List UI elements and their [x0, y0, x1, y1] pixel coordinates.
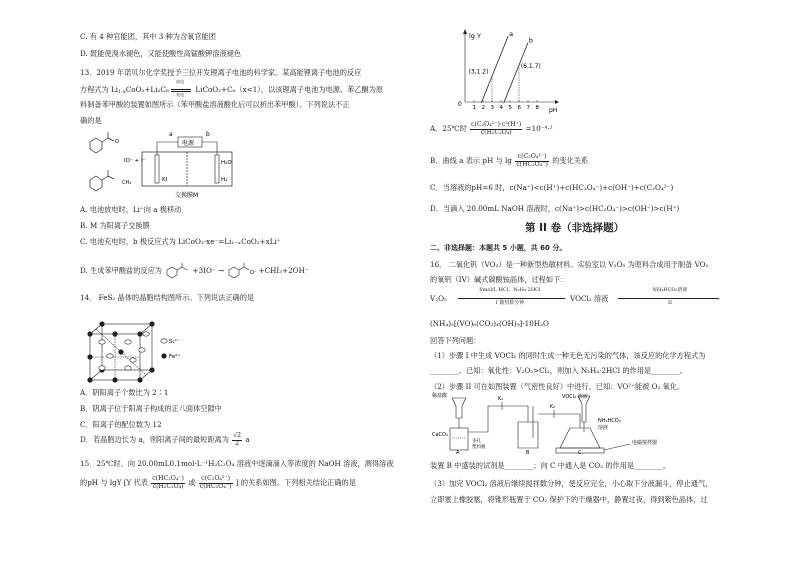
x-tick-label: 2 [481, 105, 485, 111]
svg-text:O: O [115, 139, 119, 145]
q16-stem-line2: 的氧钒（IV）碱式碳酸铵晶体，过程如下： [430, 275, 568, 284]
q13-option-d-post: +CHI₃+2OH⁻ [258, 266, 309, 275]
q15-option-b [430, 154, 588, 168]
q16-part3-line2: 立即塞上橡胶塞，将锥形瓶置于 CO₂ 保护下的干燥器中，静置过夜，得到紫色晶体，过 [430, 495, 708, 504]
svg-text:O⁻: O⁻ [250, 270, 257, 276]
x-tick-label: 1 [472, 105, 476, 111]
legend-s2-marker [161, 339, 167, 343]
q16-part1-line2: ________。已知：氧化性：V₂O₅>Cl₂，则加入 N₂H₄·2HCl 的作用是________。 [430, 366, 688, 375]
line-b-label: b [528, 36, 534, 45]
origin-label: 0 [458, 101, 462, 108]
flow-arrow-1 [458, 298, 564, 299]
q15-option-b-fraction [515, 154, 549, 168]
line-b [504, 43, 528, 104]
q16-part2-line2: 装置 B 中盛装的试剂是________；向 C 中通入是 CO₂ 的作用是________。 [430, 461, 671, 470]
q12-option-d: D. 既能使溴水褪色，又能使酸性高锰酸钾溶液褪色 [80, 49, 242, 58]
granules-label-2: 塑料板 [472, 445, 486, 450]
acetophenone-structure [90, 170, 114, 191]
point2-label: (6,1.7) [520, 62, 541, 70]
stirrer-label: 电磁搅拌器 [632, 440, 658, 446]
q13-option-c: C. 电池充电时，b 极反应式为 LiCoO₂-xe⁻=Li₁₋ₓCoO₂+xLi⁺ [80, 237, 281, 246]
left-electrode [155, 155, 159, 183]
nh4hco3-label: NH₄HCO₃ [598, 418, 621, 424]
q15-option-b-pre: B．曲线 a 表示 pH 与 lg [430, 156, 512, 165]
legend-fe-marker [161, 353, 166, 358]
legend-fe-label: Fe²⁺ [169, 354, 181, 360]
q15-option-a-fraction [470, 122, 522, 136]
q15-option-a-post: =10⁻⁴·² [525, 124, 553, 133]
line-a-label: a [509, 30, 514, 38]
fraction-denominator: 2 [235, 439, 240, 447]
x-axis-label: pH [549, 107, 558, 114]
q15-stem-2b: ] 的关系如图。下列相关结论正确的是 [235, 478, 356, 487]
k1-label: K₁ [498, 396, 504, 402]
q15-fraction-1 [151, 476, 185, 490]
fes2-crystal-cell [80, 320, 180, 386]
fraction-denominator: c(H₂C₂O₄) [480, 128, 512, 136]
q16-part1-line1: （1）步骤 I 中生成 VOCl₂ 的同时生成一种无色无污染的气体，该反应的化学方程式为 [430, 351, 706, 360]
ch3-label: CH₃ [122, 180, 132, 186]
left-column [80, 0, 394, 561]
q15-option-b-post: 的变化关系 [552, 156, 589, 165]
flow-step2-reagents: NH₄HCO₃溶液 [652, 287, 688, 293]
x-tick-label: 4 [499, 105, 503, 111]
ki-label: KI [162, 177, 168, 183]
granules-label: 多孔 [472, 439, 481, 444]
q13-option-d [80, 263, 309, 279]
q15-stem-line2 [80, 476, 356, 490]
q14-option-d-post: a [245, 435, 250, 444]
q14-option-d-fraction [232, 433, 242, 447]
q12-option-c: C. 有 4 种官能团，其中 3 种为含氧官能团 [80, 32, 216, 41]
q13-stem-eq: CoO₂+Li₂C₆ [125, 85, 169, 94]
part2-title: 第 II 卷（非选择题） [525, 222, 625, 234]
q13-stem-line2: 方程式为 $Li_{1-x}CoO_2+Li_2C_6$ 放电 充电 LiCoO₂+C₆（x<1），以该锂离子电池为电源、苯乙酮为原 [80, 79, 384, 97]
q13-option-a: A. 电池放电时，Li⁺向 a 极移动 [80, 205, 182, 214]
synthesis-flow: V₂O₅ 6mol/L HCl、N₂H₄·2HCl → I 微热数分钟 VOCl₂ 溶液 NH₄HCO₃溶液 → II [430, 287, 720, 306]
right-column [430, 0, 750, 561]
h2-label: H₂ [221, 177, 228, 183]
q13-option-b: B. M 为阳离子交换膜 [80, 221, 150, 230]
k2-label: K₂ [550, 404, 556, 410]
x-tick-label: 8 [535, 105, 539, 111]
q15-option-a [430, 122, 553, 136]
power-label: 电源 [182, 140, 195, 147]
q16-part3-line1: （3）加完 VOCl₂ 溶液后继续搅拌数分钟，使反应完全，小心取下分液漏斗，停止通气， [430, 479, 713, 488]
arrow-label-bottom: 充电 [176, 92, 185, 97]
nh4hco3-label-2: 溶液 [598, 425, 609, 431]
q13-option-d-pre: D. 生成苯甲酸盐的反应为 [80, 266, 162, 275]
q15-option-a-pre: A．25℃时 [430, 124, 467, 133]
fraction-numerator: c(C₂O₄²⁻) [515, 154, 549, 162]
benzene-structure-2 [226, 263, 256, 279]
q14-option-c: C．阳离子的配位数为 12 [80, 420, 162, 429]
fraction-denominator: c(H₂C₂O₄) [152, 482, 184, 490]
lgy-ph-graph [445, 26, 595, 114]
q16-stem-line1: 16． 二氧化钒（VO₂）是一种新型热敏材料。实验室以 V₂O₅ 为原料合成用于制备 VO₂ [430, 260, 709, 269]
q13-stem-2a: 方程式为 Li [80, 85, 119, 94]
q14-stem: 14． FeS₂ 晶体的晶胞结构图所示。下列说法正确的是 [80, 293, 255, 302]
electrode-b-label: b [206, 131, 210, 138]
q14-option-d [80, 433, 250, 447]
fraction-denominator: c(HC₂O₄⁻) [516, 160, 548, 168]
q16-answer-intro: 回答下列问题： [430, 336, 481, 345]
q14-option-d-pre: D．若晶胞边长为 a，则阳离子间的最短距离为 [80, 435, 229, 444]
apparatus-c-label: C [578, 450, 582, 456]
arrow-label-top: 放电 [176, 79, 185, 84]
h2o-label: H₂O [221, 160, 232, 166]
flow-intermediate: VOCl₂ 溶液 [570, 294, 609, 303]
apparatus-a-label: A [456, 450, 460, 456]
q14-option-b: B．阴离子位于阳离子构成的正八面体空隙中 [80, 404, 222, 413]
x-axis-ticks [473, 100, 540, 111]
x-tick-label: 3 [490, 105, 494, 111]
flow-step1-condition: I 微热数分钟 [495, 300, 525, 306]
flow-arrow-2 [618, 298, 718, 299]
right-electrode [215, 155, 219, 183]
q15-option-c: C．当溶液的pH=6 时，c(Na⁺)<c(H⁺)+c(HC₂O₄⁻)+c(OH⁻)+c(C₂O₄²⁻) [430, 183, 674, 192]
electrode-a-label: a [169, 131, 173, 138]
q13-stem-line4: 确的是 [80, 116, 102, 125]
q15-or: 或 [188, 478, 196, 487]
q15-fraction-2 [199, 476, 233, 490]
membrane-label: 交换膜M [175, 192, 199, 199]
q13-stem-line1: 13．2019 年诺贝尔化学奖授予三位开发锂离子电池的科学家。某高能锂离子电池的反应 [80, 68, 362, 77]
point1-label: (3,1.2) [468, 68, 489, 76]
fraction-numerator: √2 [233, 432, 242, 439]
legend-s2-label: S₂²⁻ [169, 339, 180, 345]
q13-stem-2b: LiCoO₂+C₆（x<1），以该锂离子电池为电源、苯乙酮为原 [195, 85, 384, 94]
x-tick-label: 5 [508, 105, 512, 111]
q15-stem-2a: 的pH 与 lgY [Y 代表 [80, 478, 148, 487]
q13-option-d-mid: +3IO⁻ → [192, 266, 224, 275]
fraction-denominator: c(HC₂O₄⁻) [199, 482, 232, 490]
flow-start: V₂O₅ [430, 294, 447, 303]
apparatus-b-label: B [526, 450, 530, 456]
q14-option-a: A．阴阳离子个数比为 2∶1 [80, 388, 169, 397]
funnel-label: 稀盐酸 [432, 393, 448, 399]
benzene-structure-1 [164, 263, 190, 279]
q15-stem-line1: 15．25℃时，向 20.00mL0.1mol·L⁻¹H₂C₂O₄ 溶液中逐滴滴入等浓度的 NaOH 溶液，测得溶液 [80, 459, 394, 468]
caco3-label: CaCO₃ [432, 432, 448, 438]
part2-heading: 二、非选择题：本题共 5 小题，共 60 分。 [430, 244, 567, 252]
x-tick-label: 7 [526, 105, 530, 111]
q15-option-d: D．当滴入 20.00mL NaOH 溶液时，c(Na⁺)>c(HC₂O₄⁻)>c(OH⁻)>c(H⁺) [430, 204, 680, 213]
x-tick-label: 6 [517, 105, 521, 111]
io-label: IO⁻ + I⁻ [124, 158, 146, 164]
apparatus-diagram [430, 392, 680, 454]
electrolysis-diagram [80, 128, 260, 200]
fraction-numerator: c(C₂O₄²⁻)·c²(H⁺) [471, 121, 522, 128]
fraction-numerator: c(C₂O₄²⁻) [199, 476, 233, 484]
q13-stem-line3: 料制备苯甲酸的装置如图所示（苯甲酸盐溶液酸化后可以析出苯甲酸）。下列说法不正 [80, 100, 350, 109]
benzoic-acid-structure [90, 132, 114, 153]
flow-step1-reagents: 6mol/L HCl、N₂H₄·2HCl [479, 287, 541, 293]
q16-product: (NH₄)₅[(VO)₆(CO₃)₄(OH)₉]·10H₂O [430, 319, 549, 328]
reaction-arrow [171, 79, 193, 97]
y-axis-label: lg Y [469, 32, 481, 40]
vocl2-label: VOCl₂ 溶液 [562, 394, 588, 400]
flow-step2-label: II [668, 300, 672, 306]
fraction-numerator: c(HC₂O₄⁻) [152, 475, 184, 482]
q16-part2-line1: （2）步骤 II 可在如图装置（气密性良好）中进行。已知：VO²⁺能被 O₂ 氧化。 [430, 382, 685, 391]
